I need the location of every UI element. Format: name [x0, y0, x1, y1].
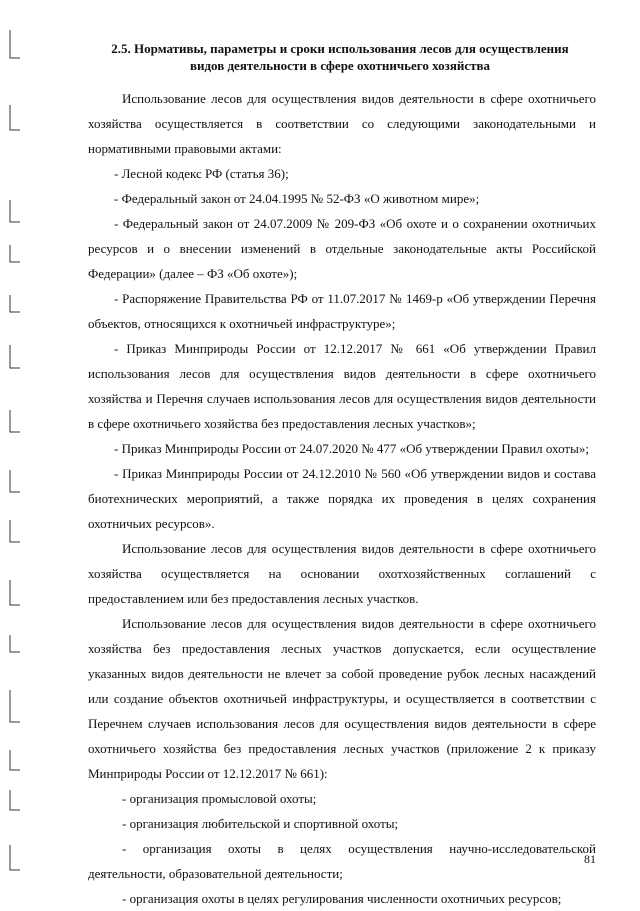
list-item-regulation-hunting: - организация охоты в целях регулирования численности охотничьих ресурсов;	[122, 891, 562, 906]
list-item-fz-209: - Федеральный закон от 24.07.2009 № 209-ФЗ «Об охоте и о сохранении охотничьих ресурсов и о внесении изменений в отдельные законодательные акты Российской Федерации» (далее – ФЗ «Об охоте»);	[88, 216, 596, 281]
list-item-amateur-hunting: - организация любительской и спортивной охоты;	[122, 816, 399, 831]
document-body	[88, 86, 596, 911]
list-item-order-1469: - Распоряжение Правительства РФ от 11.07.2017 № 1469-р «Об утверждении Перечня объектов, относящихся к охотничьей инфраструктуре»;	[88, 291, 596, 331]
page-number: 81	[584, 852, 596, 866]
paragraph-intro: Использование лесов для осуществления видов деятельности в сфере охотничьего хозяйства осуществляется в соответствии со следующими законодательными и нормативными правовыми актами:	[88, 91, 596, 156]
scan-margin-marks	[0, 0, 30, 905]
list-item-commercial-hunting: - организация промысловой охоты;	[122, 791, 317, 806]
list-item-research-hunting: - организация охоты в целях осуществления научно-исследовательской деятельности, образовательной деятельности;	[88, 841, 596, 881]
list-item-forest-code: - Лесной кодекс РФ (статья 36);	[114, 166, 289, 181]
paragraph-agreements: Использование лесов для осуществления видов деятельности в сфере охотничьего хозяйства осуществляется на основании охотхозяйственных соглашений с предоставлением или без предоставления лесных участков.	[88, 541, 596, 606]
paragraph-without-plots: Использование лесов для осуществления видов деятельности в сфере охотничьего хозяйства без предоставления лесных участков допускается, если осуществление указанных видов деятельности не влечет за собой проведение рубок лесных насаждений или создание объектов охотничьей инфраструктуры, и осуществляется в соответствии с Перечнем случаев использования лесов для осуществления видов деятельности в сфере охотничьего хозяйства без предоставления лесных участков (приложение 2 к приказу Минприроды России от 12.12.2017 № 661):	[88, 616, 596, 781]
list-item-order-477: - Приказ Минприроды России от 24.07.2020 № 477 «Об утверждении Правил охоты»;	[114, 441, 589, 456]
list-item-order-661: - Приказ Минприроды России от 12.12.2017 № 661 «Об утверждении Правил использования лесов для осуществления видов деятельности в сфере охотничьего хозяйства и Перечня случаев использования лесов для осуществления видов деятельности в сфере охотничьего хозяйства без предоставления лесных участков»;	[88, 341, 596, 431]
list-item-order-560: - Приказ Минприроды России от 24.12.2010 № 560 «Об утверждении видов и состава биотехнических мероприятий, а также порядка их проведения в целях сохранения охотничьих ресурсов».	[88, 466, 596, 531]
list-item-fz-52: - Федеральный закон от 24.04.1995 № 52-ФЗ «О животном мире»;	[114, 191, 480, 206]
section-heading-line-1: 2.5. Нормативы, параметры и сроки использования лесов для осуществления	[111, 41, 569, 56]
section-heading-line-2: видов деятельности в сфере охотничьего хозяйства	[189, 58, 491, 73]
section-heading	[80, 40, 600, 74]
